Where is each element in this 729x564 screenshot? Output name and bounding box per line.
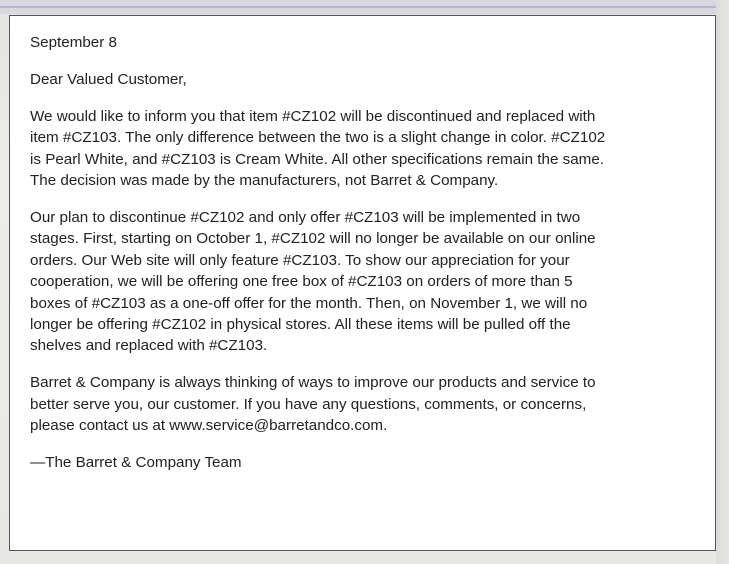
top-band <box>0 0 729 14</box>
letter-paragraph-2: Our plan to discontinue #CZ102 and only offer #CZ103 will be implemented in two stages. First, starting on October 1, #CZ102 will no longer be available on our online orders. Our Web site will only feature #CZ103. To show our appreciation for your cooperation, we will be offering one free box of #CZ103 on orders of more than 5 boxes of #CZ103 as a one-off offer for the month. Then, on November 1, we will no longer be offering #CZ102 in physical stores. All these items will be pulled off the shelves and replaced with #CZ103. <box>30 208 596 355</box>
page-edge <box>716 0 729 564</box>
letter-paragraph-3: Barret & Company is always thinking of ways to improve our products and service to better serve you, our customer. If you have any questions, comments, or concerns, please contact us at www.service@barretandco.com. <box>30 374 596 435</box>
letter-greeting: Dear Valued Customer, <box>30 70 187 88</box>
letter-date: September 8 <box>30 34 117 51</box>
letter-signature: —The Barret & Company Team <box>30 454 242 471</box>
letter-paragraph-1: We would like to inform you that item #CZ102 will be discontinued and replaced with item #CZ103. The only difference between the two is a slight change in color. #CZ102 is Pearl White, and #CZ103 is Cream White. All other specifications remain the same. The decision was made by the manufacturers, not Barret & Company. <box>30 107 606 190</box>
top-divider-line <box>0 6 729 8</box>
letter-body <box>30 32 690 473</box>
